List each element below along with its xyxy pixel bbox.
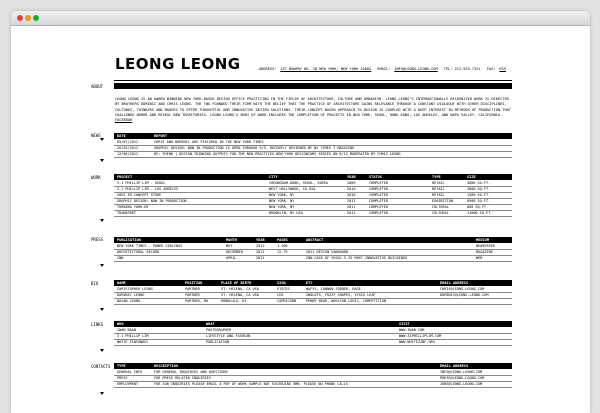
column-header: PLACE OF BIRTH [221, 280, 252, 285]
table-cell: DOMINIC@LEONG-LEONG.COM [440, 292, 489, 297]
table-cell: 26/03/2012 [117, 145, 139, 150]
table-cell: TURNING YOHK.NY [117, 204, 149, 209]
collapse-toggle-icon[interactable] [100, 264, 104, 267]
table-cell: PUBLICATION [206, 339, 230, 344]
table-row[interactable] [114, 339, 512, 346]
table-row[interactable] [114, 210, 512, 217]
table-cell: WAFFS, CANNON FODDER, RAGE [306, 286, 361, 291]
table-cell: NEWSPAPER [476, 243, 495, 248]
about-body: LEONG LEONG IS AN AWARD WINNING NEW YORK-BASED DESIGN OFFICE PRACTICING IN THE FIELDS OF ARCHITECTURE, CULTURE AND URBANISM. LEONG LEONG'S INTERNATIONALLY RECOGNIZED WORK IS DIRECTED BY BROTHERS DOMINIC AND CHRIS LEONG. THE TWO FOUNDED THEIR FIRM WITH THE BELIEF THAT THE PRACTICE OF ARCHITECTURE GAINS RELEVANCE THROUGH A CONSTANT DIALOGUE WITH OTHER DISCIPLINES, CULTURES, THINKERS AND MAKERS TO OFFER THOUGHTFUL AND INNOVATIVE DESIGN SOLUTIONS. THEIR CONCEPT-BASED APPROACH TO DESIGN IS COUPLED WITH A DEEP INTEREST IN METHODS OF PRODUCTION THAT CHALLENGE NORMS AND REVEAL NEW TERRITORIES. LEONG LEONG'S BODY OF WORK INCLUDES THE COMPLETION OF PROJECTS IN NEW YORK, SEOUL, HONG KONG, LOS ANGELES, AND NAPA VALLEY, CALIFORNIA. [115, 97, 511, 117]
table-cell: 11000 SQ.FT. [467, 210, 493, 215]
table-cell: DOMINIC LEONG [117, 292, 145, 297]
phone-text: TEL: 212-925-7321 [443, 67, 481, 71]
table-cell: 600 SQ.FT. [467, 204, 489, 209]
column-header: POSITION [185, 280, 203, 285]
table-cell: 2011 [347, 210, 356, 215]
table-cell: COMPLETED [369, 204, 388, 209]
table-cell: 5800 SQ.FT. [467, 180, 491, 185]
browser-window [11, 11, 590, 413]
column-header: PAGES [277, 237, 288, 242]
table-cell: NEW YORK, NY [269, 192, 295, 197]
table-cell: ST. HELENA, CA USA [221, 286, 259, 291]
about-text [115, 97, 513, 123]
table-cell: 2012 [256, 243, 265, 248]
column-header: TYPE [117, 363, 126, 368]
table-cell: 12/06/2012 [117, 151, 139, 156]
title-bar [11, 11, 590, 26]
table-cell: SOHI IM-CONCEPT STORE [117, 192, 162, 197]
table-cell: 05/07/2012 [117, 139, 139, 144]
collapse-toggle-icon[interactable] [100, 392, 104, 395]
page-content [11, 26, 590, 413]
address-link[interactable]: 157 BOWERY NO. 2B NEW YORK, NEW YORK 10002 [280, 67, 372, 71]
table-cell: PRESS@LEONG-LEONG.COM [440, 375, 485, 380]
table-cell: NEW YORK, NY [269, 204, 295, 209]
column-header: CITY [269, 174, 278, 179]
facebook-link[interactable]: FACEBOOK [115, 118, 133, 123]
column-header: MEDIUM [476, 237, 489, 242]
minimize-icon[interactable] [25, 15, 31, 21]
table-cell: EMPLOYMENT [117, 381, 139, 386]
column-header: TYPE [432, 174, 441, 179]
table-cell: CHEONGDAM-DONG, SEOUL, KOREA [269, 180, 329, 185]
table-cell: PARTNER [185, 286, 200, 291]
maximize-icon[interactable] [33, 15, 39, 21]
collapse-toggle-icon[interactable] [100, 308, 104, 311]
table-cell: PARTNER, MA [185, 298, 209, 303]
table-row[interactable] [114, 151, 512, 158]
table-cell: HONOLULU, HI [221, 298, 247, 303]
table-cell: PARTNER [185, 292, 200, 297]
column-header: ETC [306, 280, 313, 285]
table-cell: COMPLETED [369, 198, 388, 203]
logo[interactable]: LEONG LEONG [115, 55, 241, 73]
column-header: ABSTRACT [306, 237, 324, 242]
table-cell: PENNY NEOR, WOOLFAN LOGIC, COMPETITION [306, 298, 387, 303]
table-cell: DECEMBER [226, 249, 243, 254]
table-cell: WEB [476, 255, 483, 260]
column-header: WHAT [206, 321, 215, 326]
column-header: EMAIL ADDRESS [440, 363, 469, 368]
table-cell: GENERAL INFO [117, 369, 143, 374]
fax-label: FAX: [486, 67, 496, 71]
section-label-press: PRESS [91, 237, 104, 242]
column-header: VISIT [399, 321, 410, 326]
table-cell: GRAPHIC DESIGN: NOW IN PRODUCTION [117, 198, 187, 203]
column-header: SIZE [467, 174, 476, 179]
table-cell: APRIL [226, 255, 237, 260]
table-cell: 2010 [347, 186, 356, 191]
column-header: YEAR [347, 174, 356, 179]
table-cell: BROOKLYN, NY USA [269, 210, 303, 215]
table-cell: FOR JOB INQUIRIES PLEASE EMAIL A PDF OF WORK SAMPLE NOT EXCEEDING 5MB. PLEASE NO PHONE CALLS [154, 381, 348, 386]
table-cell: 3.1 PHILLIP LIM - LOS ANGELES [117, 186, 179, 191]
table-cell: RETAIL [432, 180, 445, 185]
collapse-toggle-icon[interactable] [100, 349, 104, 352]
section-label-about: ABOUT [91, 84, 104, 89]
table-cell: ST. HELENA, CA USA [221, 292, 259, 297]
table-cell: IWAN BAAN [117, 327, 136, 332]
table-cell: NEW YORK, NY [269, 198, 295, 203]
table-cell: 2011 [256, 255, 265, 260]
column-header: STATUS [369, 174, 382, 179]
table-cell: CNN CASE OF SEOUL'S 35 MOST INNOVATIVE BUILDINGS [306, 255, 408, 260]
table-cell: WHITE ZINFANDEL [117, 339, 149, 344]
table-cell: CULTURAL [432, 210, 449, 215]
table-cell: 1-100 [277, 243, 288, 248]
table-cell: CNN [117, 255, 124, 260]
table-cell: 1500 SQ.FT. [467, 192, 491, 197]
column-header: NAME [117, 280, 126, 285]
section-label-contacts: CONTACTS [91, 364, 111, 369]
section-label-work: WORK [91, 175, 101, 180]
divider [114, 80, 512, 81]
table-cell: 2009 [347, 180, 356, 185]
table-cell: 3.1 PHILLIP LIM [117, 333, 149, 338]
table-cell: ARCHITECTURAL RECORD [117, 249, 160, 254]
table-cell: WAYAN LEONG [117, 298, 141, 303]
table-cell: 3.1 PHILLIP LIM - SEOUL [117, 180, 166, 185]
table-cell: 2012 [347, 198, 356, 203]
table-cell: RETAIL [432, 186, 445, 191]
table-cell: 3000 SQ.FT. [467, 186, 491, 191]
table-cell: WWW.IWAN.COM [399, 327, 425, 332]
table-cell: PISCES [277, 286, 290, 291]
table-cell: WWW.31PHILLIPLIM.COM [399, 333, 442, 338]
table-row[interactable] [114, 298, 512, 305]
column-header: YEAR [256, 237, 265, 242]
table-cell: CULTURAL [432, 204, 449, 209]
col-date: DATE [117, 133, 126, 138]
email-label: EMAIL: [377, 67, 391, 71]
table-cell: PHOTOGRAPHER [206, 327, 232, 332]
table-cell: 2011 [347, 204, 356, 209]
table-cell: PRESS [117, 375, 128, 380]
email-link[interactable]: INFO@LEONG-LEONG.COM [394, 67, 438, 71]
address-label: ADDRESS: [259, 67, 277, 71]
column-header: WHO [117, 321, 124, 326]
column-header: PUBLICATION [117, 237, 141, 242]
section-label-news: NEWS [91, 133, 101, 138]
column-header: PROJECT [117, 174, 133, 179]
table-row[interactable] [114, 381, 512, 388]
table-cell: WWW.WHITEZINF.ORG [399, 339, 435, 344]
table-cell: COMPLETED [369, 192, 388, 197]
table-cell: EXHIBITION [432, 198, 454, 203]
column-header: MONTH [226, 237, 237, 242]
table-row[interactable] [114, 255, 512, 262]
table-cell: FOR GENERAL INQUIRIES AND QUESTIONS [154, 369, 228, 374]
table-cell: CHRIS AND DOMINIC ARE FEATURED IN THE NEW YORK TIMES [154, 139, 264, 144]
table-cell: MAGAZINE [476, 249, 493, 254]
table-cell: CHRIS@LEONG-LEONG.COM [440, 286, 485, 291]
collapse-toggle-icon[interactable] [100, 138, 104, 141]
table-cell: INFO@LEONG-LEONG.COM [440, 369, 483, 374]
table-cell: TRANSPORT [117, 210, 136, 215]
table-cell: 8900 SQ.FT. [467, 198, 491, 203]
col-report: REPORT [154, 133, 167, 138]
table-cell: ZWOLOTS, FUZZY SHAPES, SYSIO LEAF [306, 292, 376, 297]
table-cell: NEW YORK TIMES - POWER SIBLINGS [117, 243, 183, 248]
column-header: EMAIL ADDRESS [440, 280, 469, 285]
collapse-toggle-icon[interactable] [100, 219, 104, 222]
table-cell: 72-79 [277, 249, 288, 254]
table-cell: JOBS@LEONG-LEONG.COM [440, 381, 483, 386]
about-header-bar [114, 83, 512, 89]
table-cell: LEO [277, 292, 284, 297]
rss-link[interactable]: RSS [499, 67, 506, 71]
section-label-bio: BIO [91, 281, 99, 286]
table-cell: COMPLETED [369, 186, 388, 191]
column-header: DESCRIPTION [154, 363, 178, 368]
table-cell: GRAPHIC DESIGN: NOW IN PRODUCTION IS OPEN THROUGH 9/3. RECENTLY REVIEWED BY NY TIMES T MAGAZINE [154, 145, 355, 150]
table-cell: COMPLETED [369, 180, 388, 185]
table-cell: FOR PRESS RELATED INQUIRIES [154, 375, 211, 380]
table-cell: 2011 DESIGN VANGUARD [306, 249, 349, 254]
table-cell: COMPLETED [369, 210, 388, 215]
contact-line [259, 67, 510, 71]
section-label-links: LINKS [91, 322, 104, 327]
table-cell: RETAIL [432, 192, 445, 197]
table-cell: CAPRICORN [277, 298, 296, 303]
table-cell: WEST HOLLYWOOD, CA USA [269, 186, 316, 191]
table-cell: RE: THINK | DESIGN THINKING OUTPUTS FOR THE NEW PRACTICES NEW YORK DESIGNCOMS SERIES ON 6/12 MODERATED BY CHRIS LEONG [154, 151, 401, 156]
column-header: SIGN [277, 280, 286, 285]
table-cell: MAY [226, 243, 233, 248]
table-cell: LIFESTYLE AND FASHION [206, 333, 251, 338]
table-cell: 2010 [347, 192, 356, 197]
table-cell: CHRISTOPHER LEONG [117, 286, 153, 291]
table-cell: 2011 [256, 249, 265, 254]
collapse-toggle-icon[interactable] [100, 159, 104, 162]
close-icon[interactable] [17, 15, 23, 21]
